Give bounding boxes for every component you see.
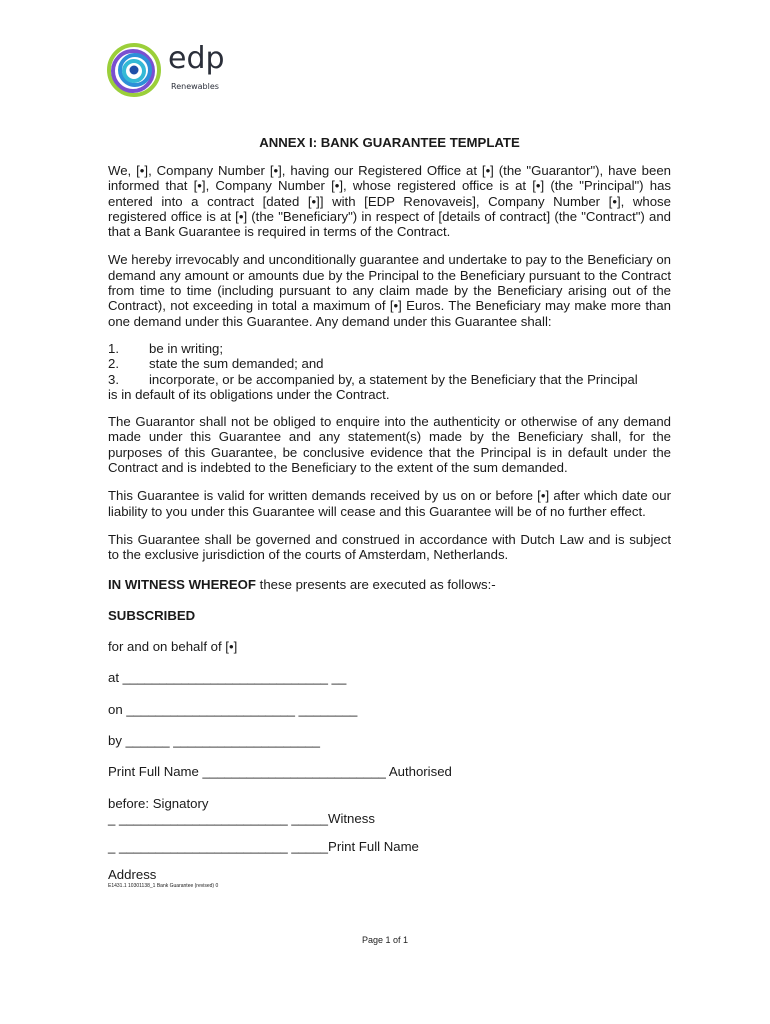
document-title: ANNEX I: BANK GUARANTEE TEMPLATE bbox=[259, 135, 520, 150]
print-full-name-line: _ _______________________ _____Print Full Name bbox=[108, 839, 419, 855]
witness-clause: IN WITNESS WHEREOF these presents are executed as follows:- bbox=[108, 576, 496, 592]
edp-logo-icon bbox=[106, 40, 166, 100]
paragraph-validity: This Guarantee is valid for written demands received by us on or before [•] after which date our liability to you under this Guarantee will cease and this Guarantee will be of no further effect. bbox=[108, 488, 671, 519]
address-line: Address bbox=[108, 866, 157, 882]
list-item: 2. state the sum demanded; and bbox=[108, 356, 324, 372]
page-number: Page 1 of 1 bbox=[361, 935, 409, 945]
document-reference: E1431.1 10301138_1 Bank Guarantee (revised) 0 bbox=[108, 882, 219, 889]
print-name-line: Print Full Name _________________________ Authorised bbox=[108, 764, 452, 780]
list-item-continuation: is in default of its obligations under the Contract. bbox=[108, 386, 390, 402]
paragraph-parties: We, [•], Company Number [•], having our Registered Office at [•] (the "Guarantor"), have been informed that [•], Company Number [•], whose registered office is at [•] (the "Principal") has entered into a contract [dated [•]] with [EDP Renovaveis], Company Number [•], whose registered office is at [•] (the "Beneficiary") in respect of [details of contract] (the "Contract") and that a Bank Guarantee is required in terms of the Contract. bbox=[108, 163, 671, 240]
behalf-line: for and on behalf of [•] bbox=[108, 639, 238, 655]
logo-subtitle: Renewables bbox=[171, 82, 219, 91]
list-item: 3. incorporate, or be accompanied by, a statement by the Beneficiary that the Principal bbox=[108, 371, 638, 387]
before-signatory-line: before: Signatory bbox=[108, 795, 209, 811]
on-line: on _______________________ ________ bbox=[108, 701, 358, 717]
document-body bbox=[108, 135, 671, 890]
subscribed-heading: SUBSCRIBED bbox=[108, 607, 196, 623]
paragraph-undertaking: We hereby irrevocably and unconditionally guarantee and undertake to pay to the Beneficiary on demand any amount or amounts due by the Principal to the Beneficiary pursuant to the Contract from time to time (including pursuant to any claim made by the Beneficiary arising out of the Contract), not exceeding in total a maximum of [•] Euros. The Beneficiary may make more than one demand under this Guarantee. Any demand under this Guarantee shall: bbox=[108, 252, 671, 329]
list-item: 1. be in writing; bbox=[108, 340, 224, 356]
by-line: by ______ ____________________ bbox=[108, 733, 320, 749]
at-line: at ____________________________ __ bbox=[108, 670, 347, 686]
witness-line: _ _______________________ _____Witness bbox=[108, 810, 375, 826]
paragraph-conclusive-evidence: The Guarantor shall not be obliged to enquire into the authenticity or otherwise of any demand made under this Guarantee and any statement(s) made by the Beneficiary shall, for the purposes of this Guarantee, be conclusive evidence that the Principal is in default under the Contract and is indebted to the Beneficiary to the extent of the sum demanded. bbox=[108, 414, 671, 476]
logo-wordmark: edp bbox=[168, 41, 225, 76]
edp-logo bbox=[106, 40, 236, 100]
paragraph-governing-law: This Guarantee shall be governed and construed in accordance with Dutch Law and is subject to the exclusive jurisdiction of the courts of Amsterdam, Netherlands. bbox=[108, 531, 671, 563]
demand-conditions-list bbox=[108, 341, 671, 402]
